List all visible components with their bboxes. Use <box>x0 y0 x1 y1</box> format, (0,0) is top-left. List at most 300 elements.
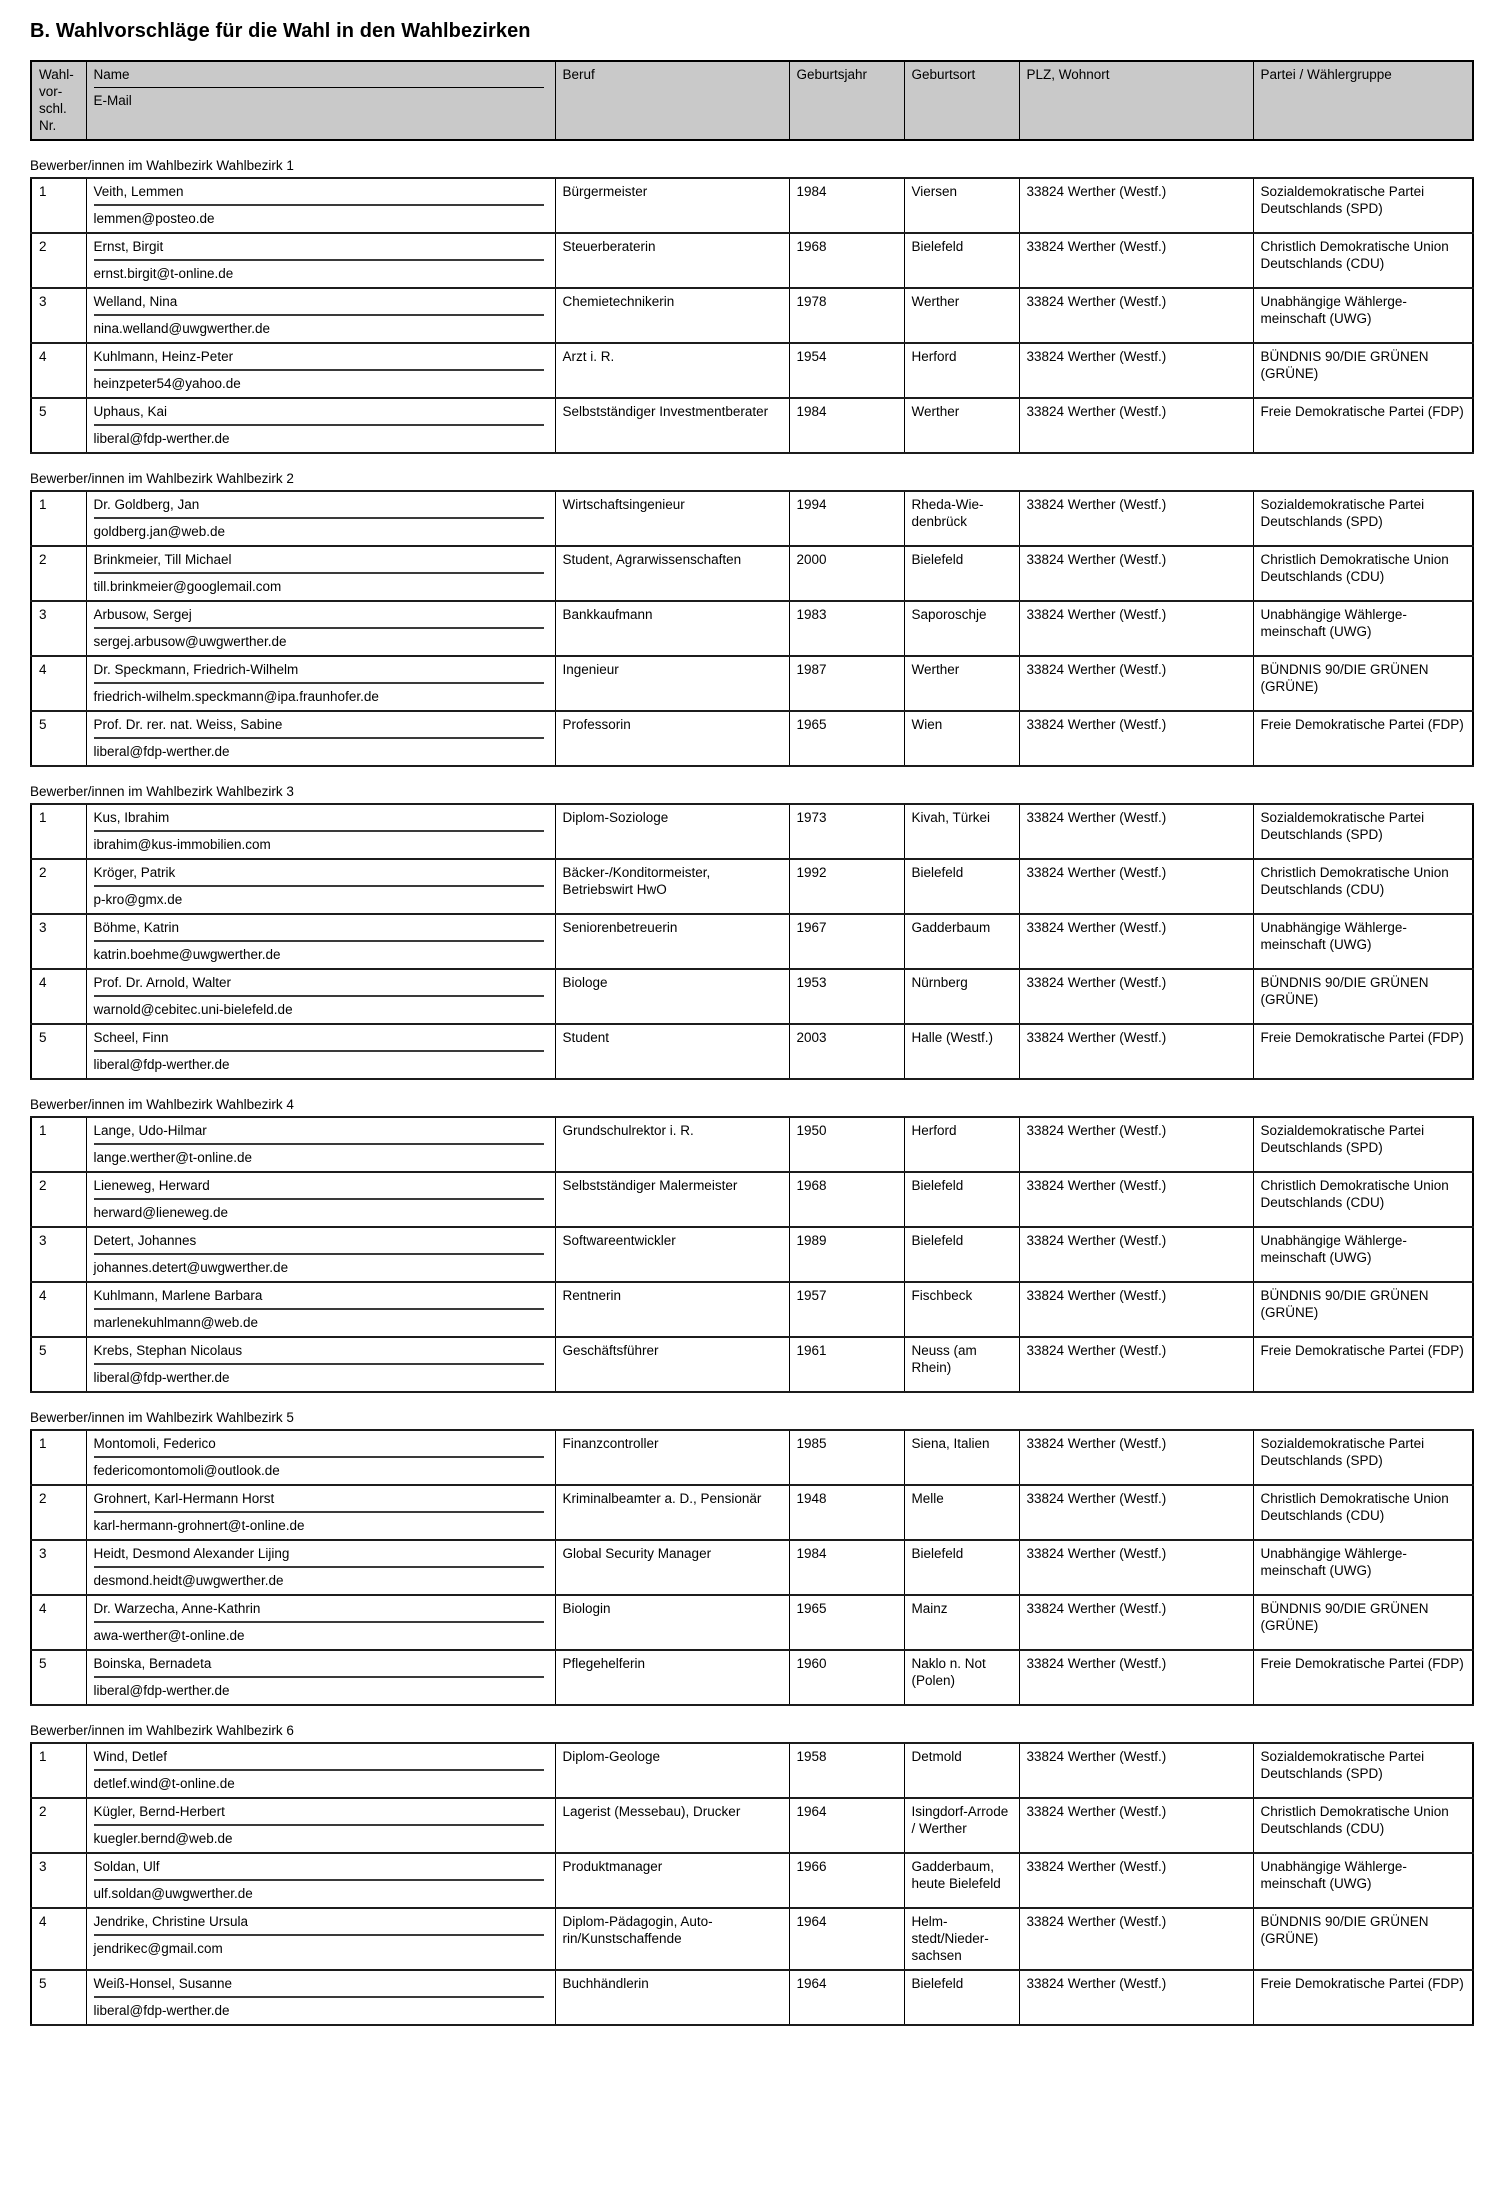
candidates-table-wahlbezirk-1 <box>30 177 1474 454</box>
page-title: B. Wahlvorschläge für die Wahl in den Wahlbezirken <box>30 20 531 42</box>
candidate-residence: 33824 Werther (Westf.) <box>1019 398 1253 453</box>
candidate-number: 4 <box>31 343 86 398</box>
candidate-row <box>31 859 1473 914</box>
candidate-residence: 33824 Werther (Westf.) <box>1019 491 1253 546</box>
candidate-row <box>31 398 1473 453</box>
candidate-birth-place: Werther <box>904 288 1019 343</box>
section-heading: Bewerber/innen im Wahlbezirk Wahlbezirk 6 <box>30 1723 294 1738</box>
candidate-birth-place: Werther <box>904 656 1019 711</box>
candidate-birth-year: 1950 <box>789 1117 904 1172</box>
candidate-email: katrin.boehme@uwgwerther.de <box>93 947 281 962</box>
candidate-birth-place: Saporoschje <box>904 601 1019 656</box>
candidate-occupation: Global Security Manager <box>555 1540 789 1595</box>
candidate-residence: 33824 Werther (Westf.) <box>1019 1540 1253 1595</box>
candidate-email: goldberg.jan@web.de <box>93 524 226 539</box>
candidate-birth-place: Naklo n. Not (Polen) <box>904 1650 1019 1705</box>
candidate-party: BÜNDNIS 90/DIE GRÜNEN (GRÜNE) <box>1253 1908 1473 1970</box>
candidate-row <box>31 178 1473 233</box>
candidate-email: awa-werther@t-online.de <box>93 1628 245 1643</box>
candidate-residence: 33824 Werther (Westf.) <box>1019 1743 1253 1798</box>
candidate-name-email-cell <box>86 1024 555 1079</box>
candidate-number: 4 <box>31 969 86 1024</box>
candidate-email: lange.werther@t-online.de <box>93 1150 253 1165</box>
candidate-name-email-cell <box>86 1540 555 1595</box>
candidate-occupation: Selbstständiger Investmentberater <box>555 398 789 453</box>
candidate-email: p-kro@gmx.de <box>93 892 183 907</box>
candidate-email: liberal@fdp-werther.de <box>93 744 230 759</box>
candidate-birth-place: Bielefeld <box>904 859 1019 914</box>
candidate-party: BÜNDNIS 90/DIE GRÜNEN (GRÜNE) <box>1253 1595 1473 1650</box>
candidate-name: Heidt, Desmond Alexander Lijing <box>94 1545 544 1568</box>
candidate-residence: 33824 Werther (Westf.) <box>1019 1430 1253 1485</box>
candidate-birth-year: 1958 <box>789 1743 904 1798</box>
candidate-name: Prof. Dr. Arnold, Walter <box>94 974 544 997</box>
candidate-party: Unabhängige Wählergemeinschaft (UWG) <box>1253 914 1473 969</box>
candidate-party: BÜNDNIS 90/DIE GRÜNEN (GRÜNE) <box>1253 1282 1473 1337</box>
header-name: Name <box>94 66 544 88</box>
wahlbezirk-5-section <box>30 1410 1472 1706</box>
candidate-occupation: Lagerist (Messebau), Drucker <box>555 1798 789 1853</box>
candidate-name: Detert, Johannes <box>94 1232 544 1255</box>
candidate-residence: 33824 Werther (Westf.) <box>1019 859 1253 914</box>
candidate-residence: 33824 Werther (Westf.) <box>1019 1024 1253 1079</box>
candidate-party: Sozialdemokratische Partei Deutschlands (SPD) <box>1253 1430 1473 1485</box>
section-heading: Bewerber/innen im Wahlbezirk Wahlbezirk 2 <box>30 471 294 486</box>
candidate-occupation: Ingenieur <box>555 656 789 711</box>
candidate-party: Sozialdemokratische Partei Deutschlands (SPD) <box>1253 1117 1473 1172</box>
candidate-row <box>31 1908 1473 1970</box>
candidate-name: Kuhlmann, Marlene Barbara <box>94 1287 544 1310</box>
candidate-party: Sozialdemokratische Partei Deutschlands (SPD) <box>1253 804 1473 859</box>
candidate-birth-place: Bielefeld <box>904 1540 1019 1595</box>
candidate-birth-year: 1987 <box>789 656 904 711</box>
candidate-row <box>31 491 1473 546</box>
candidate-residence: 33824 Werther (Westf.) <box>1019 1337 1253 1392</box>
candidate-name-email-cell <box>86 1282 555 1337</box>
candidate-birth-place: Herford <box>904 343 1019 398</box>
candidate-residence: 33824 Werther (Westf.) <box>1019 969 1253 1024</box>
candidate-birth-place: Rheda-Wiedenbrück <box>904 491 1019 546</box>
candidate-number: 1 <box>31 1117 86 1172</box>
column-header-row <box>31 61 1473 140</box>
candidate-party: Unabhängige Wählergemeinschaft (UWG) <box>1253 288 1473 343</box>
candidate-party: Freie Demokratische Partei (FDP) <box>1253 1024 1473 1079</box>
candidate-number: 4 <box>31 1908 86 1970</box>
candidate-name-email-cell <box>86 1172 555 1227</box>
candidate-party: Christlich Demokratische Union Deutschlands (CDU) <box>1253 1172 1473 1227</box>
candidate-email: kuegler.bernd@web.de <box>93 1831 233 1846</box>
candidate-party: Christlich Demokratische Union Deutschlands (CDU) <box>1253 233 1473 288</box>
candidate-birth-year: 1978 <box>789 288 904 343</box>
candidate-row <box>31 1282 1473 1337</box>
candidate-occupation: Diplom-Pädagogin, Autorin/Kunstschaffende <box>555 1908 789 1970</box>
candidate-name-email-cell <box>86 1853 555 1908</box>
candidate-number: 3 <box>31 288 86 343</box>
candidate-occupation: Pflegehelferin <box>555 1650 789 1705</box>
candidate-birth-place: Helmstedt/Niedersachsen <box>904 1908 1019 1970</box>
candidate-birth-place: Bielefeld <box>904 1970 1019 2025</box>
candidate-number: 2 <box>31 1485 86 1540</box>
candidate-row <box>31 1798 1473 1853</box>
candidate-email: ernst.birgit@t-online.de <box>93 266 234 281</box>
candidate-name-email-cell <box>86 859 555 914</box>
candidate-occupation: Selbstständiger Malermeister <box>555 1172 789 1227</box>
candidate-name: Kröger, Patrik <box>94 864 544 887</box>
column-header-table <box>30 60 1474 141</box>
candidate-email: liberal@fdp-werther.de <box>93 431 230 446</box>
candidate-name-email-cell <box>86 656 555 711</box>
candidate-name: Lange, Udo-Hilmar <box>94 1122 544 1145</box>
candidate-number: 5 <box>31 1970 86 2025</box>
candidate-birth-place: Bielefeld <box>904 233 1019 288</box>
candidate-email: federicomontomoli@outlook.de <box>93 1463 280 1478</box>
candidate-residence: 33824 Werther (Westf.) <box>1019 1485 1253 1540</box>
candidate-birth-place: Fischbeck <box>904 1282 1019 1337</box>
candidate-name: Ernst, Birgit <box>94 238 544 261</box>
candidate-party: Christlich Demokratische Union Deutschlands (CDU) <box>1253 859 1473 914</box>
header-beruf: Beruf <box>555 61 789 140</box>
candidate-name: Boinska, Bernadeta <box>94 1655 544 1678</box>
candidate-name-email-cell <box>86 491 555 546</box>
candidate-name: Weiß-Honsel, Susanne <box>94 1975 544 1998</box>
candidate-occupation: Diplom-Geologe <box>555 1743 789 1798</box>
candidate-email: nina.welland@uwgwerther.de <box>93 321 271 336</box>
candidate-occupation: Biologe <box>555 969 789 1024</box>
candidate-occupation: Buchhändlerin <box>555 1970 789 2025</box>
candidate-occupation: Geschäftsführer <box>555 1337 789 1392</box>
candidate-birth-place: Kivah, Türkei <box>904 804 1019 859</box>
candidate-party: Freie Demokratische Partei (FDP) <box>1253 1650 1473 1705</box>
section-heading: Bewerber/innen im Wahlbezirk Wahlbezirk 1 <box>30 158 294 173</box>
candidate-row <box>31 1650 1473 1705</box>
candidate-number: 5 <box>31 1337 86 1392</box>
candidate-birth-year: 1964 <box>789 1798 904 1853</box>
candidate-row <box>31 343 1473 398</box>
candidate-party: Christlich Demokratische Union Deutschlands (CDU) <box>1253 546 1473 601</box>
candidate-party: BÜNDNIS 90/DIE GRÜNEN (GRÜNE) <box>1253 343 1473 398</box>
candidate-name: Dr. Speckmann, Friedrich-Wilhelm <box>94 661 544 684</box>
candidate-name: Dr. Goldberg, Jan <box>94 496 544 519</box>
candidate-birth-place: Neuss (am Rhein) <box>904 1337 1019 1392</box>
candidate-residence: 33824 Werther (Westf.) <box>1019 178 1253 233</box>
candidate-residence: 33824 Werther (Westf.) <box>1019 546 1253 601</box>
candidate-party: Freie Demokratische Partei (FDP) <box>1253 1337 1473 1392</box>
candidate-birth-year: 1957 <box>789 1282 904 1337</box>
candidate-birth-place: Gadderbaum, heute Bielefeld <box>904 1853 1019 1908</box>
candidate-occupation: Bäcker-/Konditormeister, Betriebswirt HwO <box>555 859 789 914</box>
candidate-birth-year: 1966 <box>789 1853 904 1908</box>
candidate-name-email-cell <box>86 233 555 288</box>
candidate-occupation: Biologin <box>555 1595 789 1650</box>
candidate-row <box>31 711 1473 766</box>
candidate-name-email-cell <box>86 1650 555 1705</box>
candidate-number: 2 <box>31 1798 86 1853</box>
candidate-name-email-cell <box>86 1117 555 1172</box>
candidate-number: 2 <box>31 546 86 601</box>
candidate-row <box>31 1540 1473 1595</box>
candidate-email: herward@lieneweg.de <box>93 1205 229 1220</box>
candidate-birth-year: 1973 <box>789 804 904 859</box>
candidate-number: 2 <box>31 859 86 914</box>
candidate-occupation: Student, Agrarwissenschaften <box>555 546 789 601</box>
candidate-number: 5 <box>31 711 86 766</box>
candidate-occupation: Grundschulrektor i. R. <box>555 1117 789 1172</box>
candidate-party: Sozialdemokratische Partei Deutschlands (SPD) <box>1253 491 1473 546</box>
candidate-row <box>31 601 1473 656</box>
candidate-name: Kügler, Bernd-Herbert <box>94 1803 544 1826</box>
candidate-occupation: Professorin <box>555 711 789 766</box>
candidate-name: Lieneweg, Herward <box>94 1177 544 1200</box>
candidate-email: desmond.heidt@uwgwerther.de <box>93 1573 284 1588</box>
candidate-name-email-cell <box>86 601 555 656</box>
candidates-table-wahlbezirk-3 <box>30 803 1474 1080</box>
candidate-residence: 33824 Werther (Westf.) <box>1019 1282 1253 1337</box>
candidate-number: 3 <box>31 914 86 969</box>
candidate-number: 2 <box>31 1172 86 1227</box>
candidate-birth-year: 1968 <box>789 1172 904 1227</box>
candidate-party: Unabhängige Wählergemeinschaft (UWG) <box>1253 601 1473 656</box>
candidate-party: Unabhängige Wählergemeinschaft (UWG) <box>1253 1540 1473 1595</box>
candidate-number: 4 <box>31 1595 86 1650</box>
candidate-party: Christlich Demokratische Union Deutschlands (CDU) <box>1253 1798 1473 1853</box>
candidate-name: Jendrike, Christine Ursula <box>94 1913 544 1936</box>
candidate-number: 5 <box>31 1650 86 1705</box>
candidates-table-wahlbezirk-6 <box>30 1742 1474 2026</box>
candidate-birth-year: 1984 <box>789 178 904 233</box>
candidate-party: Christlich Demokratische Union Deutschlands (CDU) <box>1253 1485 1473 1540</box>
candidate-birth-year: 1954 <box>789 343 904 398</box>
candidate-number: 3 <box>31 1540 86 1595</box>
candidate-name: Prof. Dr. rer. nat. Weiss, Sabine <box>94 716 544 739</box>
candidate-occupation: Bürgermeister <box>555 178 789 233</box>
candidate-residence: 33824 Werther (Westf.) <box>1019 1117 1253 1172</box>
candidate-birth-year: 1983 <box>789 601 904 656</box>
candidate-birth-year: 1967 <box>789 914 904 969</box>
candidate-name-email-cell <box>86 1430 555 1485</box>
candidate-party: Freie Demokratische Partei (FDP) <box>1253 1970 1473 2025</box>
candidate-residence: 33824 Werther (Westf.) <box>1019 804 1253 859</box>
candidate-name: Böhme, Katrin <box>94 919 544 942</box>
candidate-email: sergej.arbusow@uwgwerther.de <box>93 634 287 649</box>
candidate-number: 1 <box>31 491 86 546</box>
candidate-occupation: Wirtschaftsingenieur <box>555 491 789 546</box>
candidate-birth-place: Melle <box>904 1485 1019 1540</box>
candidate-occupation: Kriminalbeamter a. D., Pensionär <box>555 1485 789 1540</box>
candidate-name: Montomoli, Federico <box>94 1435 544 1458</box>
candidate-residence: 33824 Werther (Westf.) <box>1019 711 1253 766</box>
candidate-name-email-cell <box>86 1485 555 1540</box>
candidate-occupation: Produktmanager <box>555 1853 789 1908</box>
candidate-email: heinzpeter54@yahoo.de <box>93 376 241 391</box>
candidate-number: 1 <box>31 804 86 859</box>
candidate-number: 5 <box>31 398 86 453</box>
candidate-occupation: Finanzcontroller <box>555 1430 789 1485</box>
candidate-occupation: Student <box>555 1024 789 1079</box>
section-heading: Bewerber/innen im Wahlbezirk Wahlbezirk 4 <box>30 1097 294 1112</box>
candidate-name-email-cell <box>86 398 555 453</box>
wahlbezirk-3-section <box>30 784 1472 1080</box>
candidate-birth-year: 1994 <box>789 491 904 546</box>
candidate-birth-place: Mainz <box>904 1595 1019 1650</box>
candidate-party: BÜNDNIS 90/DIE GRÜNEN (GRÜNE) <box>1253 656 1473 711</box>
candidate-row <box>31 656 1473 711</box>
candidate-residence: 33824 Werther (Westf.) <box>1019 1908 1253 1970</box>
candidate-birth-place: Bielefeld <box>904 1227 1019 1282</box>
wahlbezirk-4-section <box>30 1097 1472 1393</box>
candidate-email: till.brinkmeier@googlemail.com <box>93 579 282 594</box>
candidate-name: Krebs, Stephan Nicolaus <box>94 1342 544 1365</box>
candidate-residence: 33824 Werther (Westf.) <box>1019 1650 1253 1705</box>
candidate-birth-year: 1968 <box>789 233 904 288</box>
candidate-party: Unabhängige Wählergemeinschaft (UWG) <box>1253 1227 1473 1282</box>
candidate-party: BÜNDNIS 90/DIE GRÜNEN (GRÜNE) <box>1253 969 1473 1024</box>
candidate-name: Welland, Nina <box>94 293 544 316</box>
candidate-birth-place: Herford <box>904 1117 1019 1172</box>
candidate-occupation: Rentnerin <box>555 1282 789 1337</box>
candidate-name: Soldan, Ulf <box>94 1858 544 1881</box>
candidate-email: ulf.soldan@uwgwerther.de <box>93 1886 253 1901</box>
candidate-residence: 33824 Werther (Westf.) <box>1019 1970 1253 2025</box>
header-wahlvorschl-nr: Wahlvorschl. Nr. <box>31 61 86 140</box>
candidate-row <box>31 1970 1473 2025</box>
candidate-birth-year: 1964 <box>789 1908 904 1970</box>
candidate-party: Sozialdemokratische Partei Deutschlands (SPD) <box>1253 1743 1473 1798</box>
header-email: E-Mail <box>93 93 132 108</box>
candidate-name: Kuhlmann, Heinz-Peter <box>94 348 544 371</box>
candidate-birth-year: 1953 <box>789 969 904 1024</box>
candidate-party: Sozialdemokratische Partei Deutschlands (SPD) <box>1253 178 1473 233</box>
candidate-birth-year: 2003 <box>789 1024 904 1079</box>
candidate-name-email-cell <box>86 1908 555 1970</box>
candidate-birth-year: 1961 <box>789 1337 904 1392</box>
candidate-residence: 33824 Werther (Westf.) <box>1019 233 1253 288</box>
candidate-birth-place: Gadderbaum <box>904 914 1019 969</box>
wahlbezirk-1-section <box>30 158 1472 454</box>
header-partei-waehlergruppe: Partei / Wählergruppe <box>1253 61 1473 140</box>
candidate-birth-place: Wien <box>904 711 1019 766</box>
candidate-party: Unabhängige Wählergemeinschaft (UWG) <box>1253 1853 1473 1908</box>
candidate-name-email-cell <box>86 969 555 1024</box>
candidate-email: karl-hermann-grohnert@t-online.de <box>93 1518 305 1533</box>
candidate-row <box>31 1337 1473 1392</box>
candidate-row <box>31 1172 1473 1227</box>
candidate-email: ibrahim@kus-immobilien.com <box>93 837 271 852</box>
candidate-name-email-cell <box>86 1798 555 1853</box>
candidate-name: Kus, Ibrahim <box>94 809 544 832</box>
candidate-email: liberal@fdp-werther.de <box>93 2003 230 2018</box>
candidate-email: liberal@fdp-werther.de <box>93 1057 230 1072</box>
wahlbezirk-6-section <box>30 1723 1472 2026</box>
candidate-birth-place: Bielefeld <box>904 546 1019 601</box>
candidate-occupation: Softwareentwickler <box>555 1227 789 1282</box>
candidate-residence: 33824 Werther (Westf.) <box>1019 343 1253 398</box>
candidate-number: 3 <box>31 601 86 656</box>
candidate-birth-year: 1965 <box>789 711 904 766</box>
candidate-residence: 33824 Werther (Westf.) <box>1019 288 1253 343</box>
candidate-birth-place: Werther <box>904 398 1019 453</box>
candidate-email: friedrich-wilhelm.speckmann@ipa.fraunhofer.de <box>93 689 379 704</box>
candidate-row <box>31 288 1473 343</box>
candidate-email: liberal@fdp-werther.de <box>93 1370 230 1385</box>
candidate-birth-year: 1985 <box>789 1430 904 1485</box>
candidate-residence: 33824 Werther (Westf.) <box>1019 1172 1253 1227</box>
candidate-row <box>31 1595 1473 1650</box>
candidate-name: Veith, Lemmen <box>94 183 544 206</box>
candidate-row <box>31 804 1473 859</box>
candidate-birth-place: Bielefeld <box>904 1172 1019 1227</box>
candidate-name-email-cell <box>86 1743 555 1798</box>
candidate-residence: 33824 Werther (Westf.) <box>1019 656 1253 711</box>
candidate-name-email-cell <box>86 546 555 601</box>
candidate-number: 2 <box>31 233 86 288</box>
candidate-name: Scheel, Finn <box>94 1029 544 1052</box>
candidate-name-email-cell <box>86 711 555 766</box>
candidate-birth-year: 1992 <box>789 859 904 914</box>
candidate-party: Freie Demokratische Partei (FDP) <box>1253 711 1473 766</box>
candidate-row <box>31 1430 1473 1485</box>
candidate-number: 1 <box>31 1743 86 1798</box>
candidate-name-email-cell <box>86 1337 555 1392</box>
candidate-email: jendrikec@gmail.com <box>93 1941 223 1956</box>
candidate-birth-year: 1984 <box>789 398 904 453</box>
candidate-row <box>31 546 1473 601</box>
candidate-birth-year: 1989 <box>789 1227 904 1282</box>
candidate-row <box>31 1853 1473 1908</box>
candidates-table-wahlbezirk-5 <box>30 1429 1474 1706</box>
candidate-name-email-cell <box>86 804 555 859</box>
candidate-row <box>31 969 1473 1024</box>
candidate-email: detlef.wind@t-online.de <box>93 1776 235 1791</box>
candidate-occupation: Chemietechnikerin <box>555 288 789 343</box>
candidate-occupation: Seniorenbetreuerin <box>555 914 789 969</box>
candidate-name: Arbusow, Sergej <box>94 606 544 629</box>
candidate-name: Dr. Warzecha, Anne-Kathrin <box>94 1600 544 1623</box>
candidate-number: 5 <box>31 1024 86 1079</box>
candidate-row <box>31 233 1473 288</box>
candidate-name: Brinkmeier, Till Michael <box>94 551 544 574</box>
candidate-email: warnold@cebitec.uni-bielefeld.de <box>93 1002 293 1017</box>
candidate-name-email-cell <box>86 343 555 398</box>
candidate-row <box>31 1227 1473 1282</box>
candidates-table-wahlbezirk-4 <box>30 1116 1474 1393</box>
candidate-birth-place: Siena, Italien <box>904 1430 1019 1485</box>
candidate-row <box>31 1743 1473 1798</box>
candidate-name-email-cell <box>86 178 555 233</box>
candidate-residence: 33824 Werther (Westf.) <box>1019 1853 1253 1908</box>
wahlbezirk-2-section <box>30 471 1472 767</box>
candidates-table-wahlbezirk-2 <box>30 490 1474 767</box>
candidate-birth-place: Halle (Westf.) <box>904 1024 1019 1079</box>
header-geburtsort: Geburtsort <box>904 61 1019 140</box>
candidate-number: 3 <box>31 1227 86 1282</box>
candidate-name-email-cell <box>86 1227 555 1282</box>
candidate-birth-year: 2000 <box>789 546 904 601</box>
candidate-residence: 33824 Werther (Westf.) <box>1019 1595 1253 1650</box>
header-name-email-cell <box>86 61 555 140</box>
candidate-birth-place: Detmold <box>904 1743 1019 1798</box>
candidate-birth-year: 1948 <box>789 1485 904 1540</box>
candidate-email: liberal@fdp-werther.de <box>93 1683 230 1698</box>
candidate-birth-place: Isingdorf-Arrode / Werther <box>904 1798 1019 1853</box>
header-geburtsjahr: Geburtsjahr <box>789 61 904 140</box>
candidate-birth-year: 1964 <box>789 1970 904 2025</box>
candidate-birth-place: Viersen <box>904 178 1019 233</box>
candidate-name-email-cell <box>86 1595 555 1650</box>
candidate-name: Grohnert, Karl-Hermann Horst <box>94 1490 544 1513</box>
candidate-name: Wind, Detlef <box>94 1748 544 1771</box>
section-heading: Bewerber/innen im Wahlbezirk Wahlbezirk 5 <box>30 1410 294 1425</box>
candidate-number: 4 <box>31 1282 86 1337</box>
